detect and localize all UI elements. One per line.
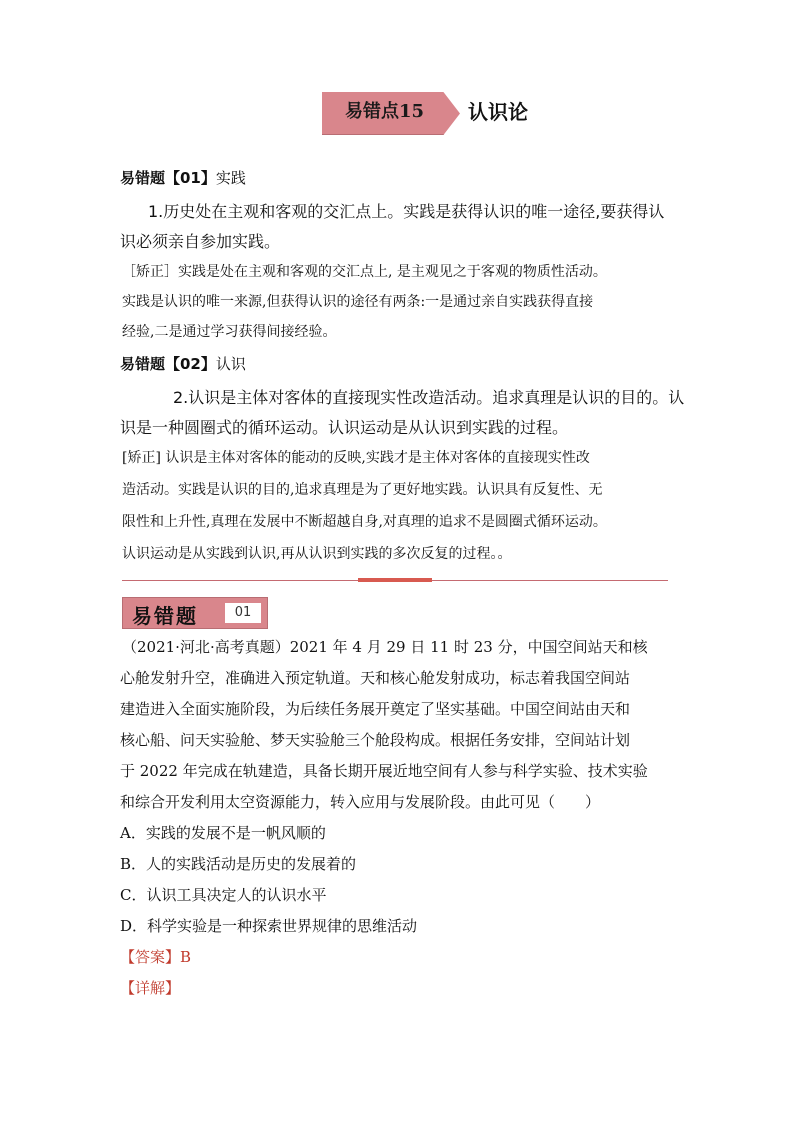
option-d: D．科学实验是一种探索世界规律的思维活动 <box>120 917 418 935</box>
option-b: B．人的实践活动是历史的发展着的 <box>120 855 357 873</box>
correction-line: 认识运动是从实践到认识,再从认识到实践的多次反复的过程。。 <box>122 546 512 562</box>
explain-label: 【详解】 <box>120 979 181 997</box>
answer <box>120 946 191 967</box>
item-heading-topic: 认识 <box>215 355 246 373</box>
statement-line: 2.认识是主体对客体的直接现实性改造活动。追求真理是认识的目的。认 <box>173 388 685 407</box>
question-line: 心舱发射升空，准确进入预定轨道。天和核心舱发射成功，标志着我国空间站 <box>120 669 631 687</box>
question-line: （2021·河北·高考真题）2021 年 4 月 29 日 11 时 23 分，中国空间站天和核 <box>122 638 648 656</box>
question-line: 建造进入全面实施阶段，为后续任务展开奠定了坚实基础。中国空间站由天和 <box>120 700 631 718</box>
divider-accent <box>358 578 432 582</box>
item-heading-prefix: 易错题【01】 <box>120 169 216 187</box>
banner-label: 易错点15 <box>345 101 425 122</box>
correction-line: 造活动。实践是认识的目的,追求真理是为了更好地实践。认识具有反复性、无 <box>122 482 603 498</box>
statement-line: 1.历史处在主观和客观的交汇点上。实践是获得认识的唯一途径,要获得认 <box>148 202 665 221</box>
answer-value: B <box>180 948 192 966</box>
correction-line: 经验,二是通过学习获得间接经验。 <box>122 324 337 340</box>
correction-line: 限性和上升性,真理在发展中不断超越自身,对真理的追求不是圆圈式循环运动。 <box>122 514 607 530</box>
item-heading <box>120 353 246 374</box>
option-c: C．认识工具决定人的认识水平 <box>120 886 327 904</box>
correction-line: ［矫正］实践是处在主观和客观的交汇点上, 是主观见之于客观的物质性活动。 <box>122 264 607 280</box>
question-line: 于 2022 年完成在轨建造，具备长期开展近地空间有人参与科学实验、技术实验 <box>120 762 648 780</box>
question-number: 01 <box>225 603 261 623</box>
question-line: 核心船、问天实验舱、梦天实验舱三个舱段构成。根据任务安排，空间站计划 <box>120 731 631 749</box>
statement-line: 识是一种圆圈式的循环运动。认识运动是从认识到实践的过程。 <box>120 418 569 437</box>
item-heading-prefix: 易错题【02】 <box>120 355 216 373</box>
question-line: 和综合开发利用太空资源能力，转入应用与发展阶段。由此可见（ ） <box>120 793 601 811</box>
correction-line: 实践是认识的唯一来源,但获得认识的途径有两条:一是通过亲自实践获得直接 <box>122 294 594 310</box>
statement-line: 识必须亲自参加实践。 <box>120 232 281 251</box>
item-heading-topic: 实践 <box>215 169 246 187</box>
item-heading <box>120 167 246 188</box>
correction-line: [矫正] 认识是主体对客体的能动的反映,实践才是主体对客体的直接现实性改 <box>122 450 590 466</box>
option-a: A．实践的发展不是一帆风顺的 <box>120 824 326 842</box>
page-title: 认识论 <box>468 100 528 124</box>
question-label: 易错题 <box>132 604 198 628</box>
answer-label: 【答案】 <box>120 948 181 966</box>
